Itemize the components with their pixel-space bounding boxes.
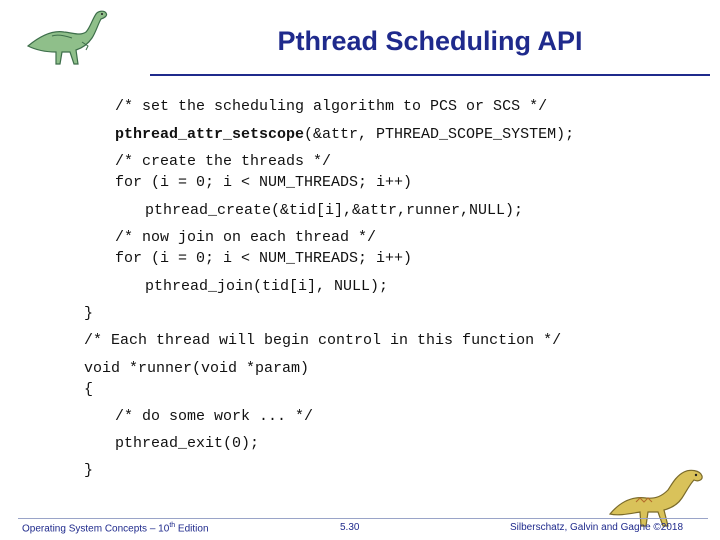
code-line-9: }	[84, 305, 94, 322]
code-line-8: pthread_join(tid[i], NULL);	[145, 278, 389, 295]
code-line-14: pthread_exit(0);	[115, 435, 260, 452]
footer-book-superscript: th	[169, 522, 176, 529]
footer-page-number: 5.30	[340, 522, 360, 533]
code-line-11: void *runner(void *param)	[84, 360, 310, 377]
code-function-name: pthread_attr_setscope	[115, 126, 305, 143]
code-line-5: pthread_create(&tid[i],&attr,runner,NULL);	[145, 202, 524, 219]
code-line-2	[115, 126, 574, 144]
code-line-7: for (i = 0; i < NUM_THREADS; i++)	[115, 250, 413, 267]
slide-title: Pthread Scheduling API	[277, 26, 583, 56]
code-function-args: (&attr, PTHREAD_SCOPE_SYSTEM);	[304, 126, 575, 143]
code-line-1: /* set the scheduling algorithm to PCS or SCS */	[115, 98, 548, 115]
code-line-13: /* do some work ... */	[115, 408, 314, 425]
code-line-10: /* Each thread will begin control in this function */	[84, 332, 562, 349]
title-divider	[150, 74, 710, 76]
footer-copyright: Silberschatz, Galvin and Gagne ©2018	[510, 522, 684, 533]
code-line-12: {	[84, 381, 94, 398]
footer-book-suffix: Edition	[175, 523, 209, 535]
footer-divider	[18, 518, 708, 519]
dinosaur-icon	[22, 6, 114, 70]
code-line-4: for (i = 0; i < NUM_THREADS; i++)	[115, 174, 413, 191]
code-line-3: /* create the threads */	[115, 153, 332, 170]
footer-book	[22, 522, 209, 534]
code-line-6: /* now join on each thread */	[115, 229, 377, 246]
footer-book-prefix: Operating System Concepts – 10	[22, 523, 170, 535]
code-line-15: }	[84, 462, 94, 479]
